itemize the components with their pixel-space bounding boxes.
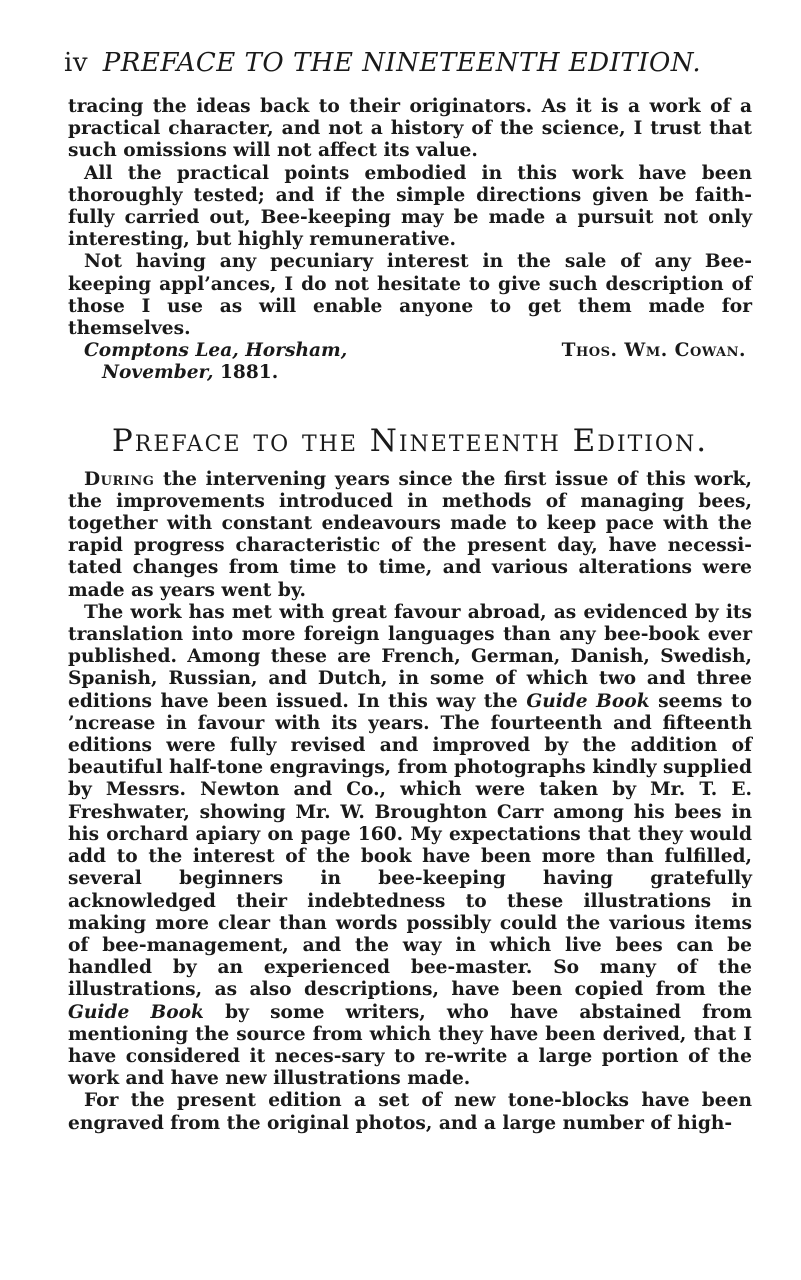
prev-preface-paragraph-2: All the practical points embodied in this work have been thoroughly tested; and if the simple directions given be faith-fully carried out, Bee-keeping may be made a pursuit not only interesting, but highly remunerative. xyxy=(68,162,752,251)
section-heading: Preface to the Nineteenth Edition. xyxy=(111,422,709,459)
guide-book-title-1: Guide Book xyxy=(526,690,650,712)
drop-lead-word: During xyxy=(84,468,155,490)
running-head-title: PREFACE TO THE NINETEENTH EDITION. xyxy=(102,48,702,78)
guide-book-title-2: Guide Book xyxy=(68,1001,204,1023)
section-paragraph-1-text: the intervening years since the first issue of this work, the improvements introduced in methods of managing bees, together with constant endeavours made to keep pace with the rapid progress characteristic of the present day, have necessi-tated changes from time to time, and various alterations were made as years went by. xyxy=(68,468,752,601)
section-paragraph-3: For the present edition a set of new tone-blocks have been engraved from the original photos, and a large number of high- xyxy=(68,1090,752,1134)
running-head xyxy=(64,46,752,80)
signature-place: Comptons Lea, Horsham, xyxy=(84,340,348,362)
prev-preface-paragraph-3: Not having any pecuniary interest in the sale of any Bee-keeping appl’ances, I do not hesitate to give such description of those I use as will enable anyone to get them made for themselves. xyxy=(68,251,752,340)
section-paragraph-2 xyxy=(68,602,752,1090)
signature-year: 1881. xyxy=(219,362,279,384)
signature-line xyxy=(68,340,752,362)
signature-month: November, xyxy=(102,362,214,384)
section-paragraph-2-part-a: The work has met with great favour abroad, as evidenced by its translation into more foreign languages than any bee-book ever published. Among these are French, German, Danish, Swedish, Spanish, Russian, and Dutch, in some of which two and three editions have been issued. In this way the xyxy=(68,601,752,712)
section-paragraph-2-part-b: seems to ’ncrease in favour with its years. The fourteenth and fifteenth editions were fully revised and improved by the addition of beautiful half-tone engravings, from photographs kindly supplied by Messrs. Newton and Co., which were taken by Mr. T. E. Freshwater, showing Mr. W. Broughton Carr among his bees in his orchard apiary on page 160. My expectations that they would add to the interest of the book have been more than fulfilled, several beginners in bee-keeping having gratefully acknowledged their indebtedness to these illustrations in making more clear than words possibly could the various items of bee-management, and the way in which live bees can be handled by an experienced bee-master. So many of the illustrations, as also descriptions, have been copied from the xyxy=(68,690,752,1001)
signature-date xyxy=(68,362,752,384)
signature-author: Thos. Wm. Cowan. xyxy=(561,340,746,362)
page xyxy=(64,46,752,1135)
prev-preface-paragraph-1: tracing the ideas back to their originators. As it is a work of a practical character, and not a history of the science, I trust that such omissions will not affect its value. xyxy=(68,96,752,162)
section-paragraph-1 xyxy=(68,469,752,602)
section-paragraph-2-part-c: by some writers, who have abstained from mentioning the source from which they have been derived, that I have considered it neces-sary to re-write a large portion of the work and have new illustrations made. xyxy=(68,1001,752,1090)
page-number: iv xyxy=(64,48,89,78)
